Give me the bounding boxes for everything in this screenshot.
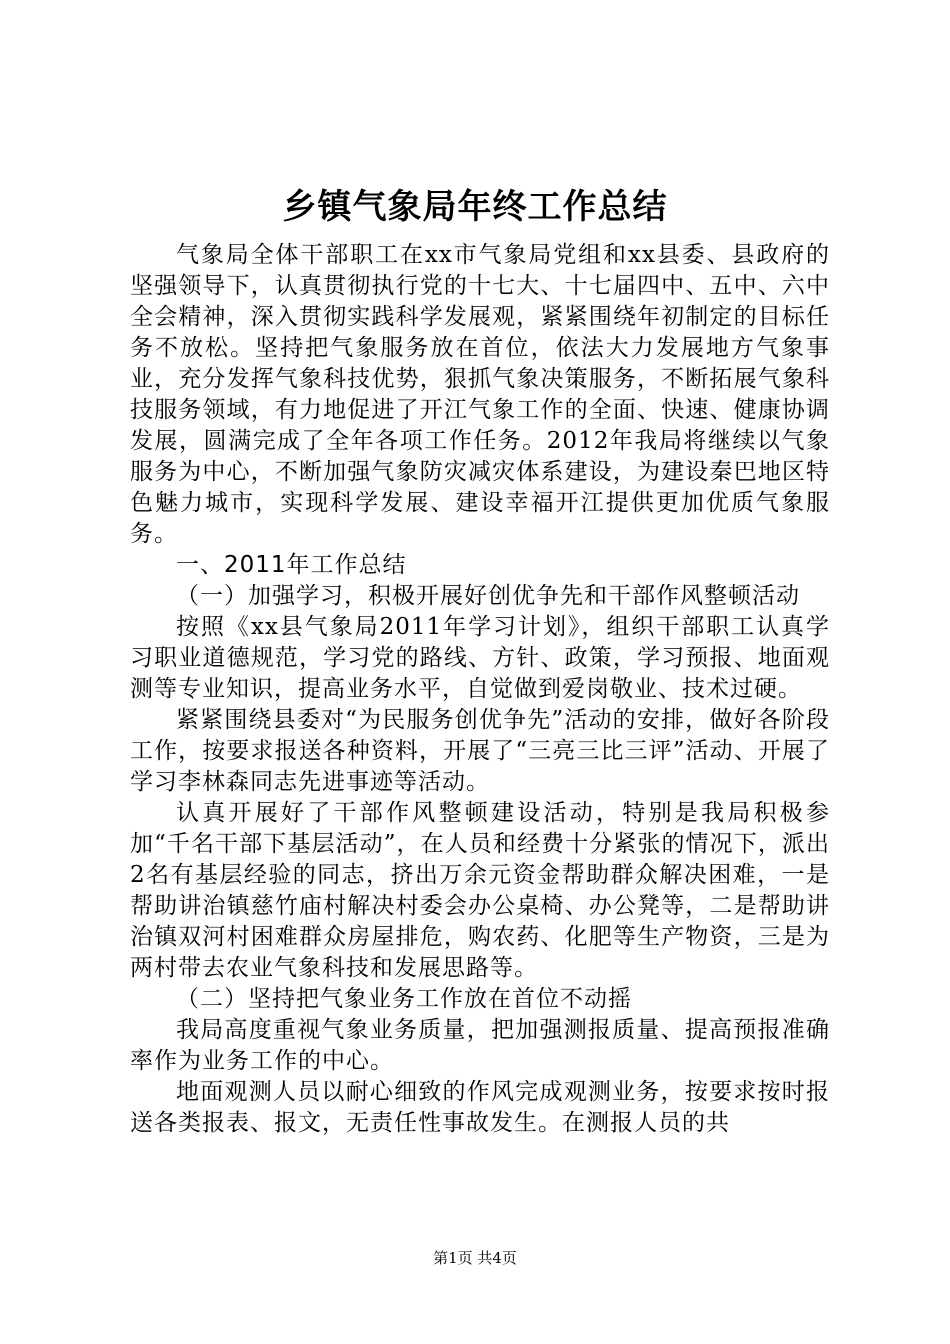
paragraph-service-activity: 紧紧围绕县委对“为民服务创优争先”活动的安排，做好各阶段工作，按要求报送各种资料，开展了“三亮三比三评”活动、开展了学习李林森同志先进事迹等活动。 [130,707,830,795]
intro-paragraph: 气象局全体干部职工在xx市气象局党组和xx县委、县政府的坚强领导下，认真贯彻执行党的十七大、十七届四中、五中、六中全会精神，深入贯彻实践科学发展观，紧紧围绕年初制定的目标任务不放松。坚持把气象服务放在首位，依法大力发展地方气象事业，充分发挥气象科技优势，狠抓气象决策服务，不断拓展气象科技服务领域，有力地促进了开江气象工作的全面、快速、健康协调发展，圆满完成了全年各项工作任务。2012年我局将继续以气象服务为中心，不断加强气象防灾减灾体系建设，为建设秦巴地区特色魅力城市，实现科学发展、建设幸福开江提供更加优质气象服务。 [130,242,830,547]
document-body [130,240,830,1139]
document-title: 乡镇气象局年终工作总结 [282,187,668,227]
section-heading-2011-summary: 一、2011年工作总结 [176,552,407,578]
paragraph-cadre-rectification: 认真开展好了干部作风整顿建设活动，特别是我局积极参加“千名干部下基层活动”，在人员和经费十分紧张的情况下，派出2名有基层经验的同志，挤出万余元资金帮助群众解决困难，一是帮助讲治镇慈竹庙村解决村委会办公桌椅、办公凳等，二是帮助讲治镇双河村困难群众房屋排危，购农药、化肥等生产物资，三是为两村带去农业气象科技和发展思路等。 [130,800,830,981]
subsection-heading-study: （一）加强学习，积极开展好创优争先和干部作风整顿活动 [176,583,800,609]
paragraph-service-quality: 我局高度重视气象业务质量，把加强测报质量、提高预报准确率作为业务工作的中心。 [130,1017,830,1074]
page-footer: 第1页 共4页 [433,1249,517,1267]
paragraph-study-plan: 按照《xx县气象局2011年学习计划》，组织干部职工认真学习职业道德规范，学习党的路线、方针、政策，学习预报、地面观测等专业知识，提高业务水平，自觉做到爱岗敬业、技术过硬。 [130,614,830,702]
subsection-heading-operations: （二）坚持把气象业务工作放在首位不动摇 [176,986,632,1012]
paragraph-ground-observation: 地面观测人员以耐心细致的作风完成观测业务，按要求按时报送各类报表、报文，无责任性事故发生。在测报人员的共 [130,1079,830,1136]
